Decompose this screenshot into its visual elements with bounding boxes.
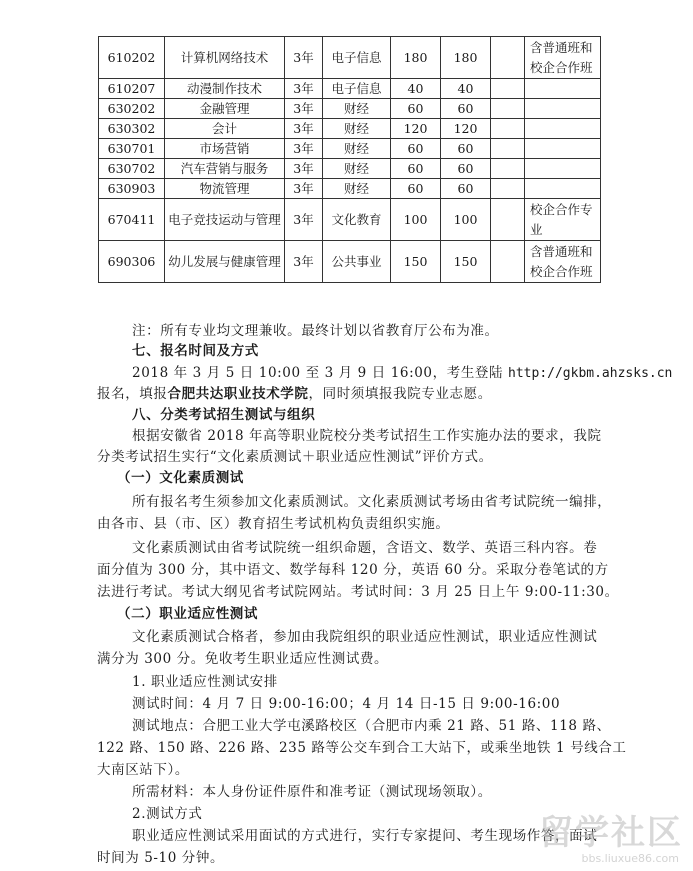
- aptitude-item-1: 1. 职业适应性测试安排: [132, 674, 278, 690]
- registration-text-a: 报名，填报: [97, 386, 168, 402]
- remark-cell: [525, 159, 601, 179]
- major-code-cell: 630701: [99, 139, 165, 159]
- remark-cell: 校企合作专业: [525, 199, 601, 241]
- duration-cell: 3年: [285, 37, 323, 79]
- heading-section-7: 七、报名时间及方式: [132, 343, 259, 359]
- plan-count-cell: 60: [391, 99, 441, 119]
- table-row: [99, 159, 601, 179]
- plan-count-cell: 150: [391, 241, 441, 283]
- table-row: [99, 37, 601, 79]
- duration-cell: 3年: [285, 241, 323, 283]
- plan-count-cell: 100: [391, 199, 441, 241]
- major-code-cell: 670411: [99, 199, 165, 241]
- empty-cell-cell: [491, 37, 525, 79]
- test-time: 测试时间：4 月 7 日 9:00-16:00；4 月 14 日-15 日 9:00-16:00: [132, 696, 561, 712]
- table-row: [99, 199, 601, 241]
- test-method-line-1: 职业适应性测试采用面试的方式进行，实行专家提问、考生现场作答，面试: [132, 828, 598, 844]
- major-code-cell: 630903: [99, 179, 165, 199]
- duration-cell: 3年: [285, 79, 323, 99]
- plan-count-total-cell: 100: [441, 199, 491, 241]
- discipline-cell: 财经: [323, 99, 391, 119]
- empty-cell-cell: [491, 119, 525, 139]
- major-name-cell: 幼儿发展与健康管理: [165, 241, 285, 283]
- watermark-logo: [523, 805, 683, 865]
- discipline-cell: 电子信息: [323, 79, 391, 99]
- plan-count-cell: 40: [391, 79, 441, 99]
- empty-cell-cell: [491, 99, 525, 119]
- aptitude-para-line-1: 文化素质测试合格者，参加由我院组织的职业适应性测试，职业适应性测试: [132, 629, 598, 645]
- test-location-line-3: 大南区站下）。: [97, 762, 189, 778]
- plan-count-cell: 60: [391, 179, 441, 199]
- required-materials: 所需材料：本人身份证件原件和准考证（测试现场领取）。: [132, 784, 492, 800]
- major-code-cell: 630302: [99, 119, 165, 139]
- plan-count-cell: 60: [391, 159, 441, 179]
- table-row: [99, 179, 601, 199]
- table-row: [99, 99, 601, 119]
- section-8-para-line-1: 根据安徽省 2018 年高等职业院校分类考试招生工作实施办法的要求，我院: [132, 428, 602, 444]
- remark-cell: [525, 79, 601, 99]
- plan-count-total-cell: 150: [441, 241, 491, 283]
- remark-cell: [525, 99, 601, 119]
- discipline-cell: 电子信息: [323, 37, 391, 79]
- registration-text-b: ，同时须填报我院专业志愿。: [308, 386, 492, 402]
- subheading-aptitude-test: （二）职业适应性测试: [117, 606, 258, 622]
- remark-cell: 含普通班和校企合作班: [525, 241, 601, 283]
- major-code-cell: 630202: [99, 99, 165, 119]
- discipline-cell: 文化教育: [323, 199, 391, 241]
- major-code-cell: 630702: [99, 159, 165, 179]
- culture-para1-line-2: 由各市、县（市、区）教育招生考试机构负责组织实施。: [97, 516, 450, 532]
- discipline-cell: 财经: [323, 139, 391, 159]
- remark-cell: [525, 179, 601, 199]
- plan-count-cell: 180: [391, 37, 441, 79]
- major-code-cell: 610207: [99, 79, 165, 99]
- remark-cell: [525, 119, 601, 139]
- major-code-cell: 610202: [99, 37, 165, 79]
- major-name-cell: 市场营销: [165, 139, 285, 159]
- major-name-cell: 动漫制作技术: [165, 79, 285, 99]
- registration-time: 2018 年 3 月 5 日 10:00 至 3 月 9 日 16:00，考生登陆: [132, 365, 509, 381]
- registration-url: http://gkbm.ahzsks.cn: [508, 366, 673, 381]
- table-row: [99, 79, 601, 99]
- culture-para1-line-1: 所有报名考生须参加文化素质测试。文化素质测试考场由省考试院统一编排，: [132, 494, 612, 510]
- watermark-url: bbs.liuxue86.com: [581, 852, 679, 865]
- duration-cell: 3年: [285, 139, 323, 159]
- duration-cell: 3年: [285, 199, 323, 241]
- plan-count-cell: 60: [391, 139, 441, 159]
- remark-cell: 含普通班和校企合作班: [525, 37, 601, 79]
- registration-line-2: [97, 385, 492, 403]
- heading-section-8: 八、分类考试招生测试与组织: [132, 407, 316, 423]
- subheading-culture-test: （一）文化素质测试: [117, 470, 244, 486]
- discipline-cell: 财经: [323, 119, 391, 139]
- table-row: [99, 139, 601, 159]
- discipline-cell: 财经: [323, 159, 391, 179]
- table-row: [99, 119, 601, 139]
- duration-cell: 3年: [285, 119, 323, 139]
- major-name-cell: 会计: [165, 119, 285, 139]
- empty-cell-cell: [491, 199, 525, 241]
- culture-para2-line-2: 面分值为 300 分，其中语文、数学每科 120 分，英语 60 分。采取分卷笔试的方: [97, 562, 609, 578]
- majors-table: [98, 36, 601, 283]
- discipline-cell: 公共事业: [323, 241, 391, 283]
- registration-line-1: [132, 364, 672, 383]
- culture-para2-line-3: 法进行考试。考试大纲见省考试院网站。考试时间：3 月 25 日上午 9:00-11:30。: [97, 584, 619, 600]
- test-location-line-1: 测试地点：合肥工业大学屯溪路校区（合肥市内乘 21 路、51 路、118 路、: [132, 718, 611, 734]
- section-8-para-line-2: 分类考试招生实行“文化素质测试＋职业适应性测试”评价方式。: [97, 449, 493, 465]
- duration-cell: 3年: [285, 179, 323, 199]
- aptitude-para-line-2: 满分为 300 分。免收考生职业适应性测试费。: [97, 651, 389, 667]
- remark-cell: [525, 139, 601, 159]
- major-name-cell: 计算机网络技术: [165, 37, 285, 79]
- major-name-cell: 金融管理: [165, 99, 285, 119]
- plan-count-total-cell: 40: [441, 79, 491, 99]
- aptitude-item-2: 2.测试方式: [132, 806, 203, 822]
- college-name: 合肥共达职业技术学院: [167, 386, 309, 402]
- plan-count-total-cell: 180: [441, 37, 491, 79]
- empty-cell-cell: [491, 139, 525, 159]
- duration-cell: 3年: [285, 99, 323, 119]
- plan-count-total-cell: 60: [441, 99, 491, 119]
- discipline-cell: 财经: [323, 179, 391, 199]
- plan-count-total-cell: 120: [441, 119, 491, 139]
- major-name-cell: 物流管理: [165, 179, 285, 199]
- plan-count-total-cell: 60: [441, 179, 491, 199]
- table-row: [99, 241, 601, 283]
- empty-cell-cell: [491, 241, 525, 283]
- watermark-brand: 留学社区: [539, 813, 683, 853]
- major-name-cell: 电子竞技运动与管理: [165, 199, 285, 241]
- plan-count-cell: 120: [391, 119, 441, 139]
- duration-cell: 3年: [285, 159, 323, 179]
- test-location-line-2: 122 路、150 路、226 路、235 路等公交车到合工大站下，或乘坐地铁 1 号线合工: [97, 740, 627, 756]
- plan-count-total-cell: 60: [441, 159, 491, 179]
- table-footnote: 注：所有专业均文理兼收。最终计划以省教育厅公布为准。: [132, 323, 499, 339]
- major-name-cell: 汽车营销与服务: [165, 159, 285, 179]
- major-code-cell: 690306: [99, 241, 165, 283]
- culture-para2-line-1: 文化素质测试由省考试院统一组织命题，含语文、数学、英语三科内容。卷: [132, 540, 598, 556]
- empty-cell-cell: [491, 159, 525, 179]
- empty-cell-cell: [491, 79, 525, 99]
- plan-count-total-cell: 60: [441, 139, 491, 159]
- test-method-line-2: 时间为 5-10 分钟。: [97, 850, 225, 866]
- empty-cell-cell: [491, 179, 525, 199]
